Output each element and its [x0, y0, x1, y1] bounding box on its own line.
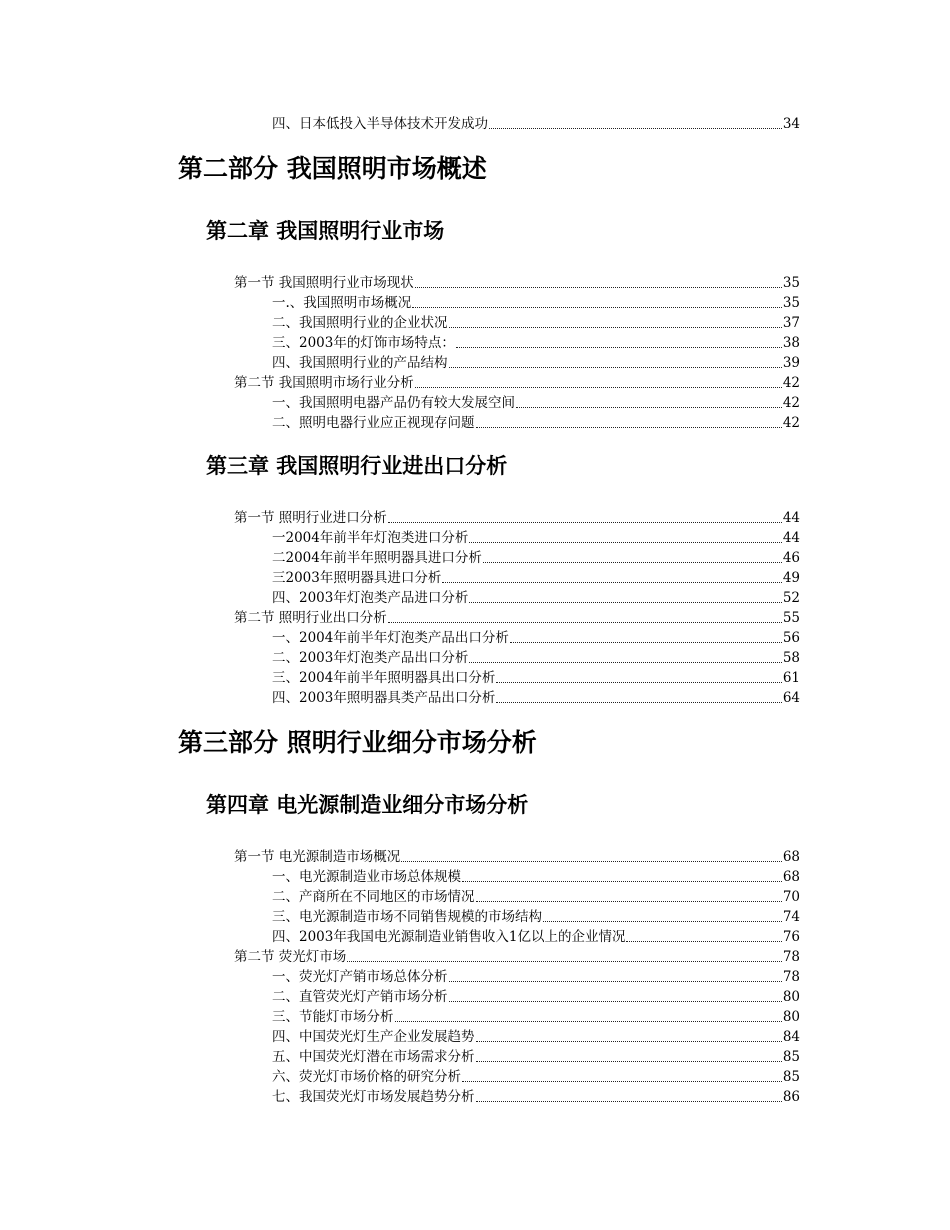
- toc-leader-dots: [496, 701, 781, 703]
- toc-entry-page: 68: [782, 869, 800, 885]
- toc-entry-page: 37: [782, 315, 800, 331]
- toc-entry-page: 38: [782, 335, 800, 351]
- toc-leader-dots: [496, 681, 781, 683]
- toc-entry-label: 第二节 我国照明市场行业分析: [234, 375, 414, 391]
- toc-subsection-entry[interactable]: [272, 568, 800, 586]
- toc-entry-label: 四、我国照明行业的产品结构: [272, 355, 448, 371]
- toc-entry-label: 三2003年照明器具进口分析: [272, 570, 442, 586]
- toc-leader-dots: [412, 306, 782, 308]
- toc-entry-page: 42: [782, 375, 800, 391]
- toc-entry-label: 二、照明电器行业应正视现存问题: [272, 415, 475, 431]
- toc-entry-page: 58: [782, 650, 800, 666]
- toc-leader-dots: [469, 661, 781, 663]
- toc-subsection-entry[interactable]: [272, 588, 800, 606]
- toc-entry-page: 55: [782, 610, 800, 626]
- toc-entry-label: 四、2003年灯泡类产品进口分析: [272, 590, 469, 606]
- toc-leader-dots: [456, 346, 782, 348]
- toc-subsection-entry[interactable]: [272, 413, 800, 431]
- toc-entry-page: 44: [782, 530, 800, 546]
- toc-entry-label: 二、产商所在不同地区的市场情况: [272, 889, 475, 905]
- toc-entry-page: 42: [782, 395, 800, 411]
- toc-subsection-entry[interactable]: [272, 1027, 800, 1045]
- toc-leader-dots: [516, 406, 782, 408]
- toc-entry-page: 74: [782, 909, 800, 925]
- toc-entry-page: 42: [782, 415, 800, 431]
- toc-leader-dots: [347, 960, 782, 962]
- toc-entry-label: 第一节 照明行业进口分析: [234, 510, 387, 526]
- toc-subsection-entry[interactable]: [272, 987, 800, 1005]
- toc-leader-dots: [415, 386, 782, 388]
- toc-section-entry[interactable]: [234, 508, 800, 526]
- toc-entry-label: 第二节 照明行业出口分析: [234, 610, 387, 626]
- toc-subsection-entry[interactable]: [272, 548, 800, 566]
- part-two-heading: 第二部分 我国照明市场概述: [178, 154, 487, 183]
- toc-entry-label: 二2004年前半年照明器具进口分析: [272, 550, 482, 566]
- toc-subsection-entry[interactable]: [272, 1007, 800, 1025]
- toc-entry-page: 80: [782, 1009, 800, 1025]
- toc-section-entry[interactable]: [234, 373, 800, 391]
- toc-leader-dots: [476, 900, 782, 902]
- toc-entry-page: 78: [782, 969, 800, 985]
- toc-entry-page: 84: [782, 1029, 800, 1045]
- toc-entry-label: 三、2004年前半年照明器具出口分析: [272, 670, 496, 686]
- toc-section-entry[interactable]: [234, 847, 800, 865]
- toc-subsection-entry[interactable]: [272, 393, 800, 411]
- toc-entry-label: 六、荧光灯市场价格的研究分析: [272, 1069, 461, 1085]
- chapter-two-heading: 第二章 我国照明行业市场: [206, 219, 445, 243]
- toc-entry-page: 78: [782, 949, 800, 965]
- toc-leader-dots: [401, 860, 782, 862]
- toc-leader-dots: [388, 621, 782, 623]
- toc-leader-dots: [469, 601, 781, 603]
- toc-subsection-entry[interactable]: [272, 313, 800, 331]
- toc-leader-dots: [449, 366, 782, 368]
- toc-entry-label: 三、2003年的灯饰市场特点：: [272, 335, 455, 351]
- toc-leader-dots: [462, 880, 782, 882]
- toc-entry-label: 三、电光源制造市场不同销售规模的市场结构: [272, 909, 542, 925]
- toc-entry-label: 四、2003年我国电光源制造业销售收入1亿以上的企业情况: [272, 929, 626, 945]
- toc-leader-dots: [510, 641, 782, 643]
- toc-entry-page: 85: [782, 1069, 800, 1085]
- toc-subsection-entry[interactable]: [272, 907, 800, 925]
- toc-subsection-entry[interactable]: [272, 967, 800, 985]
- toc-entry-page: 46: [782, 550, 800, 566]
- toc-subsection-entry[interactable]: [272, 293, 800, 311]
- toc-entry-label: 第一节 我国照明行业市场现状: [234, 275, 414, 291]
- toc-leader-dots: [449, 326, 782, 328]
- toc-leader-dots: [626, 940, 781, 942]
- toc-subsection-entry[interactable]: [272, 867, 800, 885]
- toc-leader-dots: [442, 581, 781, 583]
- toc-subsection-entry[interactable]: [272, 1087, 800, 1105]
- toc-subsection-entry[interactable]: [272, 668, 800, 686]
- toc-leader-dots: [476, 426, 782, 428]
- toc-entry-page: 35: [782, 295, 800, 311]
- toc-entry-label: 一2004年前半年灯泡类进口分析: [272, 530, 469, 546]
- toc-entry-label: 三、节能灯市场分析: [272, 1009, 394, 1025]
- toc-subsection-entry[interactable]: [272, 628, 800, 646]
- toc-entry-page: 68: [782, 849, 800, 865]
- toc-entry-page: 80: [782, 989, 800, 1005]
- toc-entry-page: 49: [782, 570, 800, 586]
- toc-entry-label: 二、2003年灯泡类产品出口分析: [272, 650, 469, 666]
- toc-entry-label: 四、中国荧光灯生产企业发展趋势: [272, 1029, 475, 1045]
- chapter-four-heading: 第四章 电光源制造业细分市场分析: [206, 793, 529, 817]
- toc-leader-dots: [483, 561, 782, 563]
- chapter-three-heading: 第三章 我国照明行业进出口分析: [206, 454, 508, 478]
- toc-entry-page: 85: [782, 1049, 800, 1065]
- toc-entry-page: 39: [782, 355, 800, 371]
- toc-subsection-entry[interactable]: [272, 1047, 800, 1065]
- toc-entry-label: 七、我国荧光灯市场发展趋势分析: [272, 1089, 475, 1105]
- toc-subsection-entry[interactable]: [272, 927, 800, 945]
- toc-entry-label: 四、2003年照明器具类产品出口分析: [272, 690, 496, 706]
- toc-entry-page: 35: [782, 275, 800, 291]
- toc-leader-dots: [395, 1020, 782, 1022]
- toc-entry-page: 34: [782, 116, 800, 132]
- toc-subsection-entry[interactable]: [272, 887, 800, 905]
- toc-subsection-entry[interactable]: [272, 353, 800, 371]
- toc-entry-label: 二、我国照明行业的企业状况: [272, 315, 448, 331]
- toc-leader-dots: [543, 920, 782, 922]
- toc-leader-dots: [489, 127, 782, 129]
- toc-leader-dots: [388, 521, 782, 523]
- toc-leader-dots: [476, 1100, 782, 1102]
- toc-entry-label: 一.、我国照明市场概况: [272, 295, 412, 311]
- toc-entry-label: 一、电光源制造业市场总体规模: [272, 869, 461, 885]
- toc-entry-page: 76: [782, 929, 800, 945]
- toc-entry-label: 五、中国荧光灯潜在市场需求分析: [272, 1049, 475, 1065]
- toc-section-entry[interactable]: [234, 947, 800, 965]
- toc-entry-label: 一、荧光灯产销市场总体分析: [272, 969, 448, 985]
- toc-leader-dots: [449, 1000, 782, 1002]
- toc-entry-page: 70: [782, 889, 800, 905]
- toc-entry-page: 52: [782, 590, 800, 606]
- part-three-heading: 第三部分 照明行业细分市场分析: [178, 728, 537, 757]
- toc-leader-dots: [476, 1060, 782, 1062]
- toc-leader-dots: [469, 541, 781, 543]
- toc-entry-label: 四、日本低投入半导体技术开发成功: [272, 116, 488, 132]
- toc-section-entry[interactable]: [234, 608, 800, 626]
- toc-entry-label: 二、直管荧光灯产销市场分析: [272, 989, 448, 1005]
- toc-entry-page: 56: [782, 630, 800, 646]
- toc-leader-dots: [449, 980, 782, 982]
- toc-entry[interactable]: [272, 114, 800, 132]
- toc-entry-page: 86: [782, 1089, 800, 1105]
- toc-entry-label: 第一节 电光源制造市场概况: [234, 849, 401, 865]
- toc-leader-dots: [476, 1040, 782, 1042]
- toc-entry-label: 一、我国照明电器产品仍有较大发展空间: [272, 395, 515, 411]
- toc-entry-label: 一、2004年前半年灯泡类产品出口分析: [272, 630, 509, 646]
- toc-subsection-entry[interactable]: [272, 1067, 800, 1085]
- toc-subsection-entry[interactable]: [272, 528, 800, 546]
- toc-leader-dots: [462, 1080, 782, 1082]
- toc-entry-label: 第二节 荧光灯市场: [234, 949, 347, 965]
- toc-section-entry[interactable]: [234, 273, 800, 291]
- toc-entry-page: 44: [782, 510, 800, 526]
- toc-subsection-entry[interactable]: [272, 333, 800, 351]
- toc-entry-page: 64: [782, 690, 800, 706]
- toc-subsection-entry[interactable]: [272, 688, 800, 706]
- toc-subsection-entry[interactable]: [272, 648, 800, 666]
- toc-entry-page: 61: [782, 670, 800, 686]
- toc-leader-dots: [415, 286, 782, 288]
